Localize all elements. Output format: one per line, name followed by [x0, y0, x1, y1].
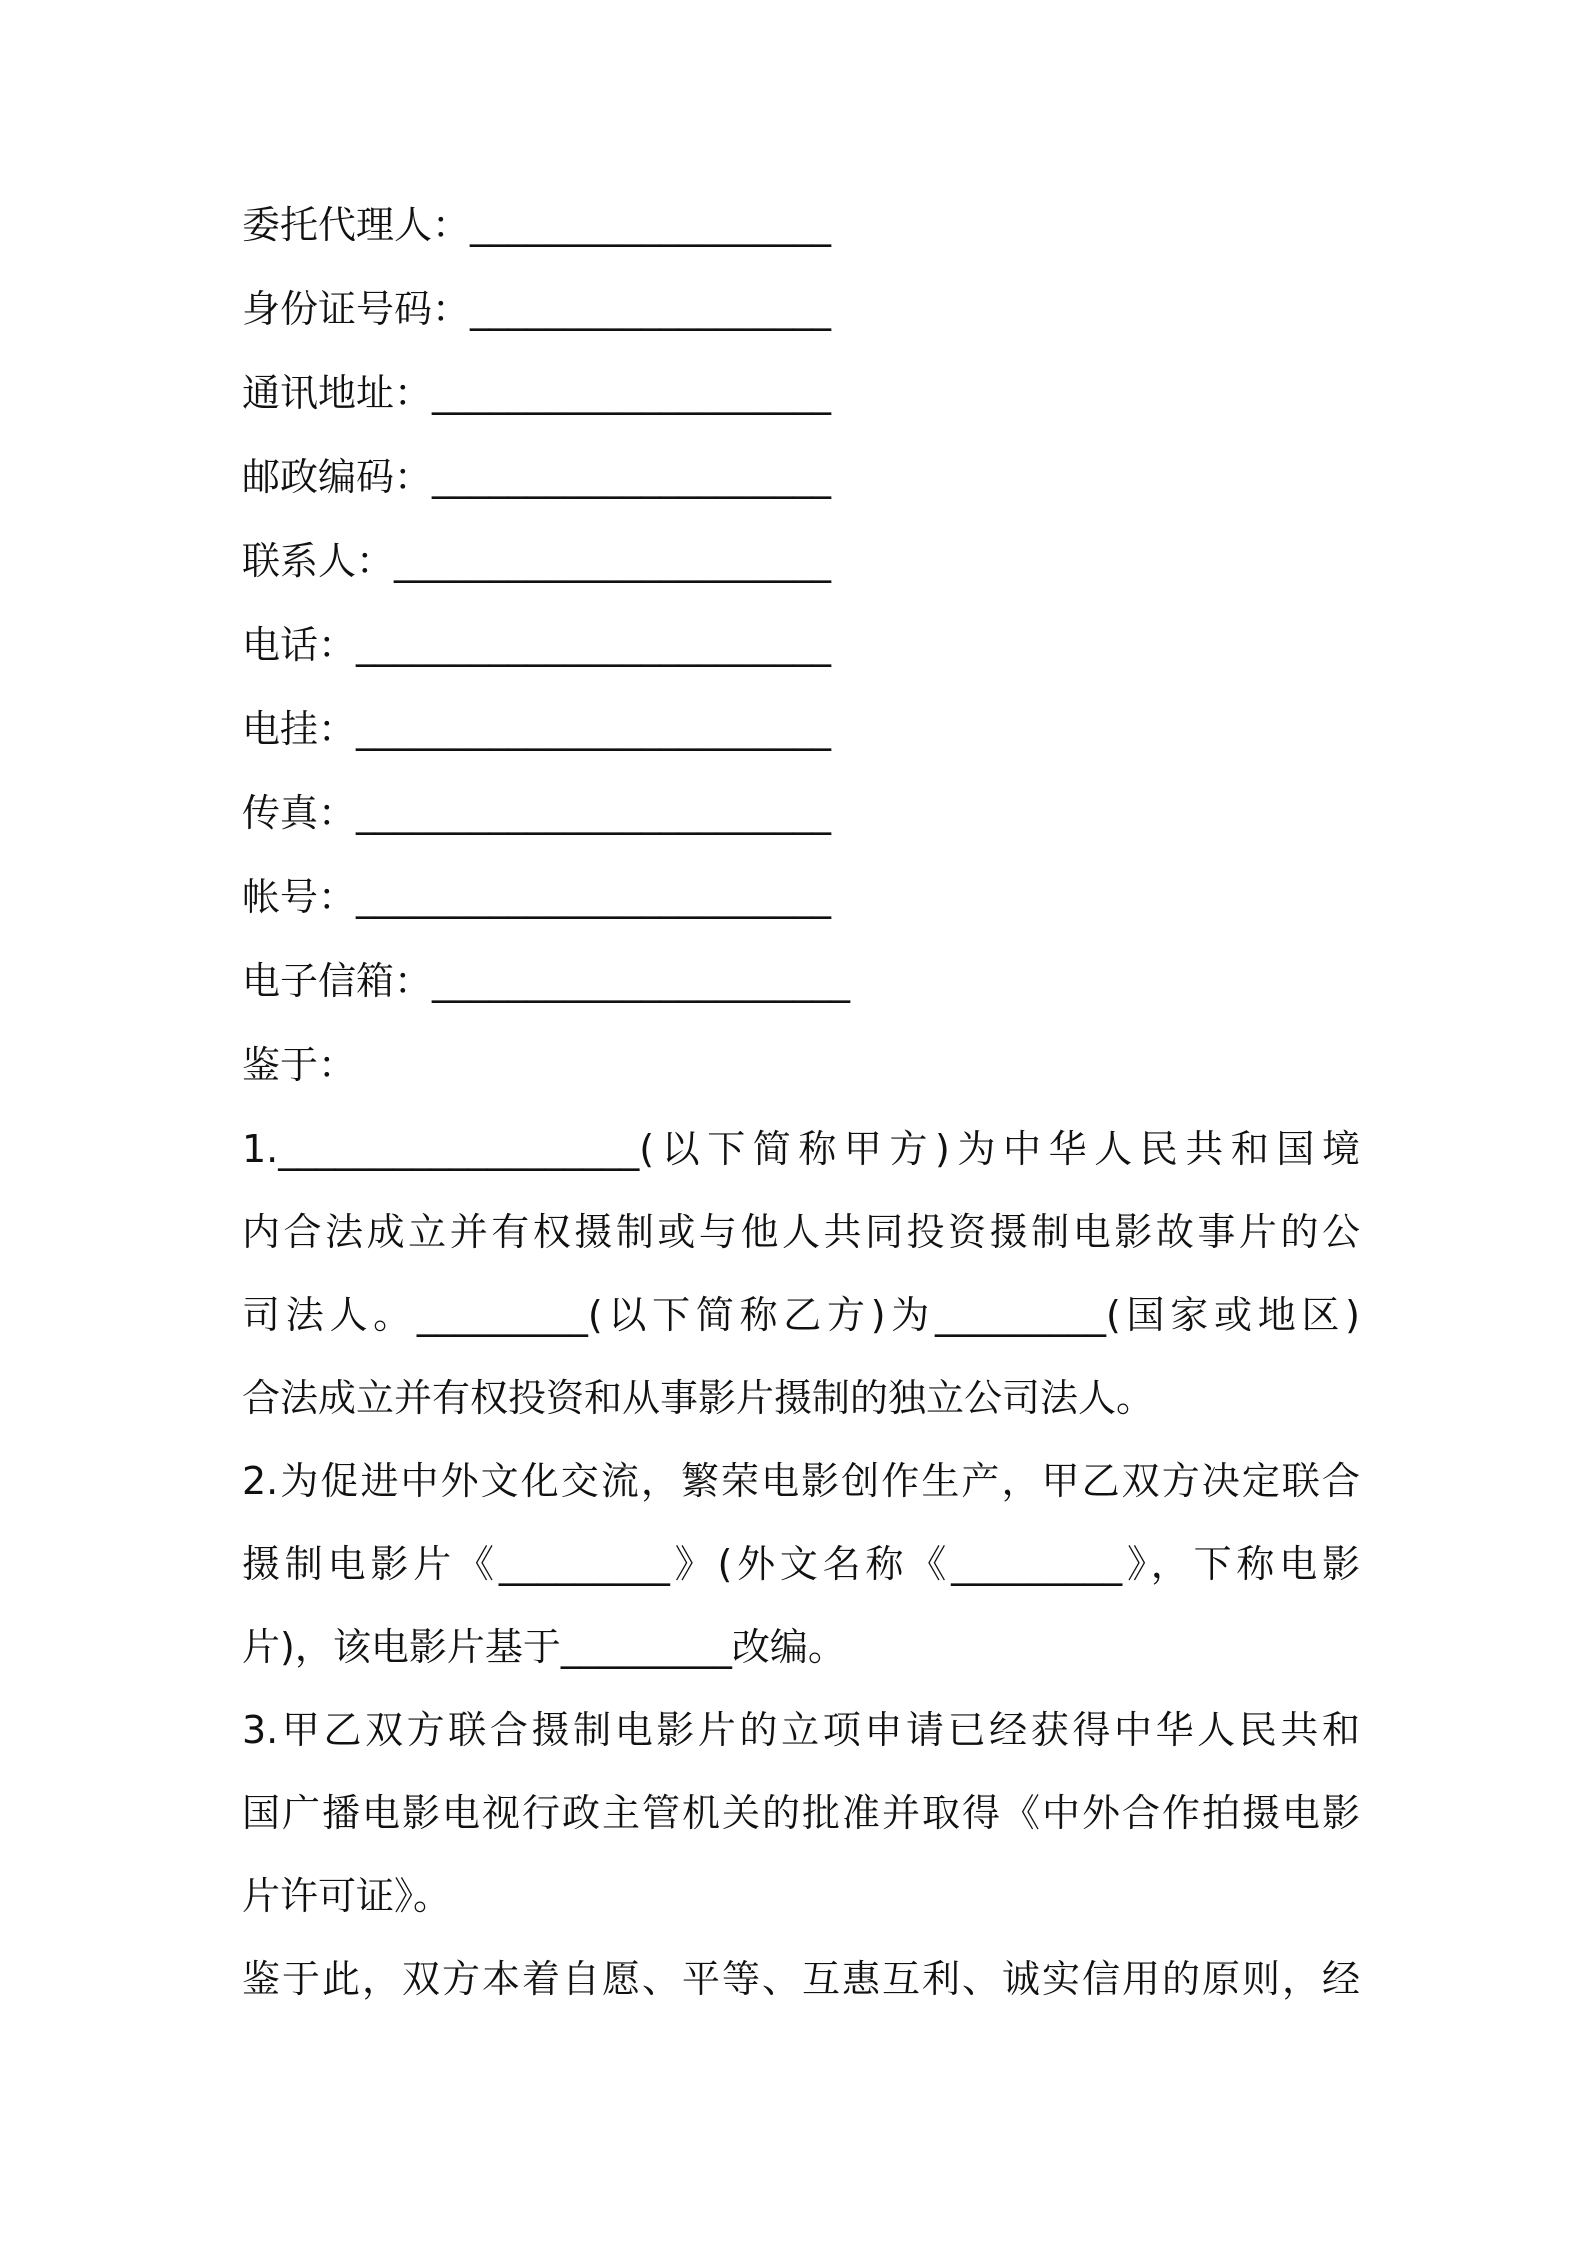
- postal-code-label: 邮政编码：: [242, 455, 433, 499]
- clause-2-line-3: 片)，该电影片基于_________改编。: [242, 1625, 846, 1669]
- account-field: [242, 867, 1360, 951]
- contact-person-blank: _______________________: [394, 539, 832, 583]
- fax-blank: _________________________: [356, 791, 832, 835]
- clause-3-line-2: 国广播电影电视行政主管机关的批准并取得《中外合作拍摄电影: [242, 1791, 1360, 1835]
- id-number-blank: ___________________: [470, 287, 832, 331]
- id-number-field: [242, 279, 1360, 363]
- clause-1-line-4: 合法成立并有权投资和从事影片摄制的独立公司法人。: [242, 1376, 1155, 1420]
- address-field: [242, 363, 1360, 447]
- agent-field: [242, 195, 1360, 279]
- contact-person-label: 联系人：: [242, 539, 395, 583]
- telegraph-field: [242, 699, 1360, 783]
- agent-blank: ___________________: [470, 203, 832, 247]
- phone-blank: _________________________: [356, 623, 832, 667]
- email-field: [242, 951, 1360, 1035]
- email-label: 电子信箱：: [242, 959, 433, 1003]
- clause-2-line-1: 2.为促进中外文化交流，繁荣电影创作生产，甲乙双方决定联合: [242, 1459, 1360, 1503]
- address-label: 通讯地址：: [242, 371, 433, 415]
- clause-3-line-3: 片许可证》。: [242, 1874, 452, 1918]
- phone-field: [242, 615, 1360, 699]
- closing-line: 鉴于此，双方本着自愿、平等、互惠互利、诚实信用的原则，经: [242, 1957, 1360, 2001]
- address-blank: _____________________: [432, 371, 832, 415]
- whereas-heading: 鉴于：: [242, 1043, 357, 1087]
- telegraph-label: 电挂：: [242, 707, 357, 751]
- clause-1-line-3: 司法人。_________(以下简称乙方)为_________(国家或地区): [242, 1293, 1360, 1337]
- contact-person-field: [242, 531, 1360, 615]
- email-blank: ______________________: [432, 959, 851, 1003]
- id-number-label: 身份证号码：: [242, 287, 471, 331]
- clause-2-line-2: 摄制电影片《_________》(外文名称《_________》，下称电影: [242, 1542, 1360, 1586]
- clause-3-line-1: 3.甲乙双方联合摄制电影片的立项申请已经获得中华人民共和: [242, 1708, 1360, 1752]
- telegraph-blank: _________________________: [356, 707, 832, 751]
- account-blank: _________________________: [356, 875, 832, 919]
- clause-1-line-2: 内合法成立并有权摄制或与他人共同投资摄制电影故事片的公: [242, 1210, 1360, 1254]
- postal-code-blank: _____________________: [432, 455, 832, 499]
- fax-label: 传真：: [242, 791, 357, 835]
- contract-page: [242, 195, 1360, 2032]
- postal-code-field: [242, 447, 1360, 531]
- phone-label: 电话：: [242, 623, 357, 667]
- fax-field: [242, 783, 1360, 867]
- clause-1-line-1: 1.___________________(以下简称甲方)为中华人民共和国境: [242, 1127, 1360, 1171]
- agent-label: 委托代理人：: [242, 203, 471, 247]
- account-label: 帐号：: [242, 875, 357, 919]
